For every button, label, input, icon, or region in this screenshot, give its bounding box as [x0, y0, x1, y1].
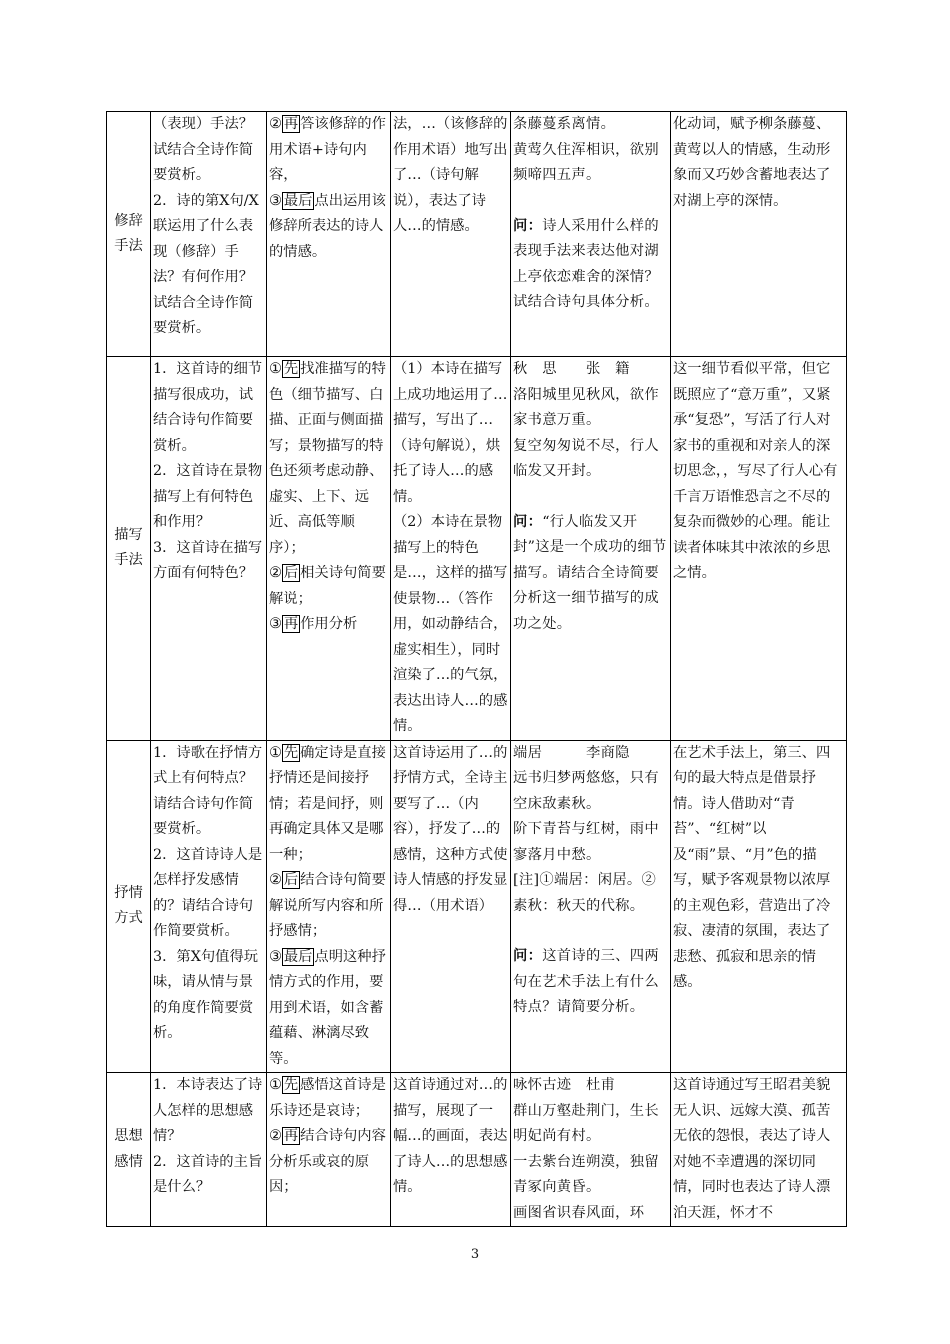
step-keyword: 最后	[283, 192, 313, 209]
table-row	[107, 1073, 847, 1227]
step-text: 作用分析	[300, 616, 358, 632]
question-cell	[151, 112, 267, 357]
poem-line: 咏怀古迹 杜甫	[513, 1077, 616, 1093]
question-label: 问：	[513, 948, 543, 964]
method-step	[269, 1124, 388, 1201]
example-cell	[511, 740, 671, 1073]
step-number: ①	[269, 361, 282, 377]
method-step	[269, 189, 388, 266]
template-text: 这首诗通过对…的描写，展现了一幅…的画面，表达了诗人…的思想感情。	[393, 1077, 508, 1195]
category-cell	[107, 357, 151, 741]
question-body: “行人临发又开封”这是一个成功的细节描写。请结合全诗简要分析这一细节描写的成功之处。	[513, 513, 667, 632]
poem-line: 条藤蔓系离情。	[513, 116, 616, 132]
question-label: 问：	[513, 217, 543, 234]
method-step	[269, 112, 388, 189]
step-keyword: 再	[283, 616, 299, 632]
question-cell	[151, 740, 267, 1073]
example-cell	[511, 1073, 671, 1227]
example-question	[513, 510, 668, 638]
step-number: ③	[269, 192, 282, 209]
step-text: 找准描写的特色（细节描写、白描、正面与侧面描写；景物描写的特色还须考虑动静、虚实、上下、远近、高低等顺序）；	[269, 361, 386, 556]
answer-text: 这首诗通过写王昭君美貌无人识、远嫁大漠、孤苦无依的怨恨，表达了诗人对她不幸遭遇的深切同情，同时也表达了诗人漂泊天涯，怀才不	[673, 1077, 831, 1221]
category-label: 思想 感情	[114, 1128, 143, 1170]
step-number: ①	[269, 744, 282, 761]
table-row	[107, 112, 847, 357]
poem-line: 复空匆匆说不尽，行人临发又开封。	[513, 437, 659, 479]
step-keyword: 后	[283, 872, 299, 888]
step-text: 答该修辞的作用术语+诗句内容，	[269, 116, 386, 183]
step-number: ③	[269, 616, 282, 632]
poem-line: 洛阳城里见秋风，欲作家书意万重。	[513, 386, 659, 428]
poem-line: [注]①端居：闲居。②素秋：秋天的代称。	[513, 872, 657, 914]
sample-answer-cell	[671, 1073, 847, 1227]
category-label: 抒情 方式	[114, 884, 143, 927]
step-number: ②	[269, 565, 282, 581]
table-body	[107, 112, 847, 1227]
answer-text: 化动词，赋予柳条藤蔓、黄莺以人的情感，生动形象而又巧妙含蓄地表达了对湖上亭的深情。	[673, 116, 831, 209]
spacer	[513, 919, 668, 944]
step-number: ①	[269, 1077, 282, 1093]
question-label: 问：	[513, 513, 543, 530]
question-text: （表现）手法？试结合全诗作简要赏析。	[153, 116, 254, 183]
step-number: ③	[269, 948, 282, 965]
step-keyword: 后	[283, 565, 299, 581]
step-keyword: 最后	[283, 948, 313, 965]
sample-answer-cell	[671, 357, 847, 741]
step-text: 感悟这首诗是乐诗还是哀诗；	[269, 1077, 386, 1119]
spacer	[513, 485, 668, 510]
answer-template-cell	[391, 1073, 511, 1227]
question-text: 1．这首诗的细节描写很成功，试结合诗句作简要赏析。	[153, 361, 263, 454]
question-text: 1．本诗表达了诗人怎样的思想感情？	[153, 1077, 263, 1144]
table-row	[107, 740, 847, 1073]
method-cell	[267, 357, 391, 741]
category-label: 描写 手法	[114, 526, 143, 569]
step-text: 点明这种抒情方式的作用，要用到术语，如含蓄蕴藉、淋漓尽致等。	[269, 948, 386, 1067]
method-cell	[267, 112, 391, 357]
example-cell	[511, 357, 671, 741]
question-text: 1．诗歌在抒情方式上有何特点？请结合诗句作简要赏析。	[153, 744, 263, 837]
step-text: 点出运用该修辞所表达的诗人的情感。	[269, 192, 386, 260]
step-text: 结合诗句简要解说所写内容和所抒感情；	[269, 872, 386, 939]
category-cell	[107, 112, 151, 357]
poem-line: 端居 李商隐	[513, 744, 630, 761]
step-text: 相关诗句简要解说；	[269, 565, 386, 607]
page-number: 3	[470, 1247, 480, 1262]
step-keyword: 先	[283, 361, 299, 377]
sample-answer-cell	[671, 740, 847, 1073]
question-text: 2．这首诗诗人是怎样抒发感情的？请结合诗句作简要赏析。	[153, 846, 263, 939]
step-keyword: 先	[283, 1077, 299, 1093]
spacer	[513, 189, 668, 214]
step-number: ②	[269, 872, 282, 888]
question-text: 3．这首诗在描写方面有何特色？	[153, 539, 263, 581]
question-body: 这首诗的三、四两句在艺术手法上有什么特点？请简要分析。	[513, 948, 659, 1015]
step-text: 确定诗是直接抒情还是间接抒情；若是间抒，则再确定具体又是哪一种；	[269, 744, 386, 863]
table-row	[107, 357, 847, 741]
category-cell	[107, 1073, 151, 1227]
question-text: 3．第X句值得玩味，请从情与景的角度作简要赏析。	[153, 948, 259, 1041]
method-cell	[267, 1073, 391, 1227]
method-step	[269, 1073, 388, 1124]
method-step	[269, 741, 388, 869]
step-number: ②	[269, 116, 282, 132]
step-number: ②	[269, 1128, 282, 1144]
question-text: 2．诗的第X句/X联运用了什么表现（修辞）手法？有何作用？试结合全诗作简要赏析。	[153, 192, 259, 336]
answer-template-cell	[391, 112, 511, 357]
answer-template-cell	[391, 740, 511, 1073]
category-cell	[107, 740, 151, 1073]
question-cell	[151, 357, 267, 741]
method-step	[269, 357, 388, 561]
poem-line: 阶下青苔与红树，雨中寥落月中愁。	[513, 821, 659, 863]
question-cell	[151, 1073, 267, 1227]
example-question	[513, 944, 668, 1021]
category-label: 修辞 手法	[114, 212, 143, 254]
answer-template-cell	[391, 357, 511, 741]
poem-line: 一去紫台连朔漠，独留青冢向黄昏。	[513, 1153, 659, 1195]
poem-line: 群山万壑赴荆门，生长明妃尚有村。	[513, 1102, 659, 1144]
step-keyword: 再	[283, 1128, 299, 1144]
method-step	[269, 868, 388, 945]
method-step	[269, 612, 388, 638]
method-step	[269, 561, 388, 612]
template-text: （1）本诗在描写上成功地运用了…描写，写出了…（诗句解说），烘托了诗人…的感情。	[393, 361, 508, 505]
answer-text: 在艺术手法上，第三、四句的最大特点是借景抒情。诗人借助对“青苔”、“红树”以及“雨”景、“月”色的描写，赋予客观景物以浓厚的主观色彩，营造出了冷寂、凄清的氛围，表达了悲愁、孤寂和思亲的情感。	[673, 744, 831, 990]
question-body: 诗人采用什么样的表现手法来表达他对湖上亭依恋难舍的深情？试结合诗句具体分析。	[513, 217, 659, 310]
template-text: （2）本诗在景物描写上的特色是…，这样的描写使景物…（答作用，如动静结合，虚实相生），同时渲染了…的气氛，表达出诗人…的感情。	[393, 514, 508, 734]
method-step	[269, 945, 388, 1073]
poem-line: 黄莺久住浑相识，欲别频啼四五声。	[513, 141, 659, 183]
question-text: 2．这首诗在景物描写上有何特色和作用？	[153, 463, 263, 530]
step-text: 结合诗句内容分析乐或哀的原因；	[269, 1128, 386, 1195]
method-cell	[267, 740, 391, 1073]
poem-line: 画图省识春风面，环	[513, 1204, 645, 1221]
poem-line: 远书归梦两悠悠，只有空床敌素秋。	[513, 770, 659, 812]
poem-line: 秋 思 张 籍	[513, 361, 630, 377]
question-text: 2．这首诗的主旨是什么？	[153, 1153, 263, 1195]
example-question	[513, 214, 668, 316]
example-cell	[511, 112, 671, 357]
answer-text: 这一细节看似平常，但它既照应了“意万重”，又紧承“复恐”，写活了行人对家书的重视和对亲人的深切思念，，写尽了行人心有千言万语惟恐言之不尽的复杂而微妙的心理。能让读者体味其中浓浓的乡思之情。	[673, 361, 838, 581]
content-table	[106, 111, 847, 1227]
sample-answer-cell	[671, 112, 847, 357]
template-text: 法，…（该修辞的作用术语）地写出了…（诗句解说），表达了诗人…的情感。	[393, 116, 508, 234]
step-keyword: 再	[283, 116, 299, 132]
step-keyword: 先	[283, 744, 299, 761]
template-text: 这首诗运用了…的抒情方式，全诗主要写了…（内容），抒发了…的感情，这种方式使诗人情感的抒发显得…（用术语）	[393, 744, 508, 914]
